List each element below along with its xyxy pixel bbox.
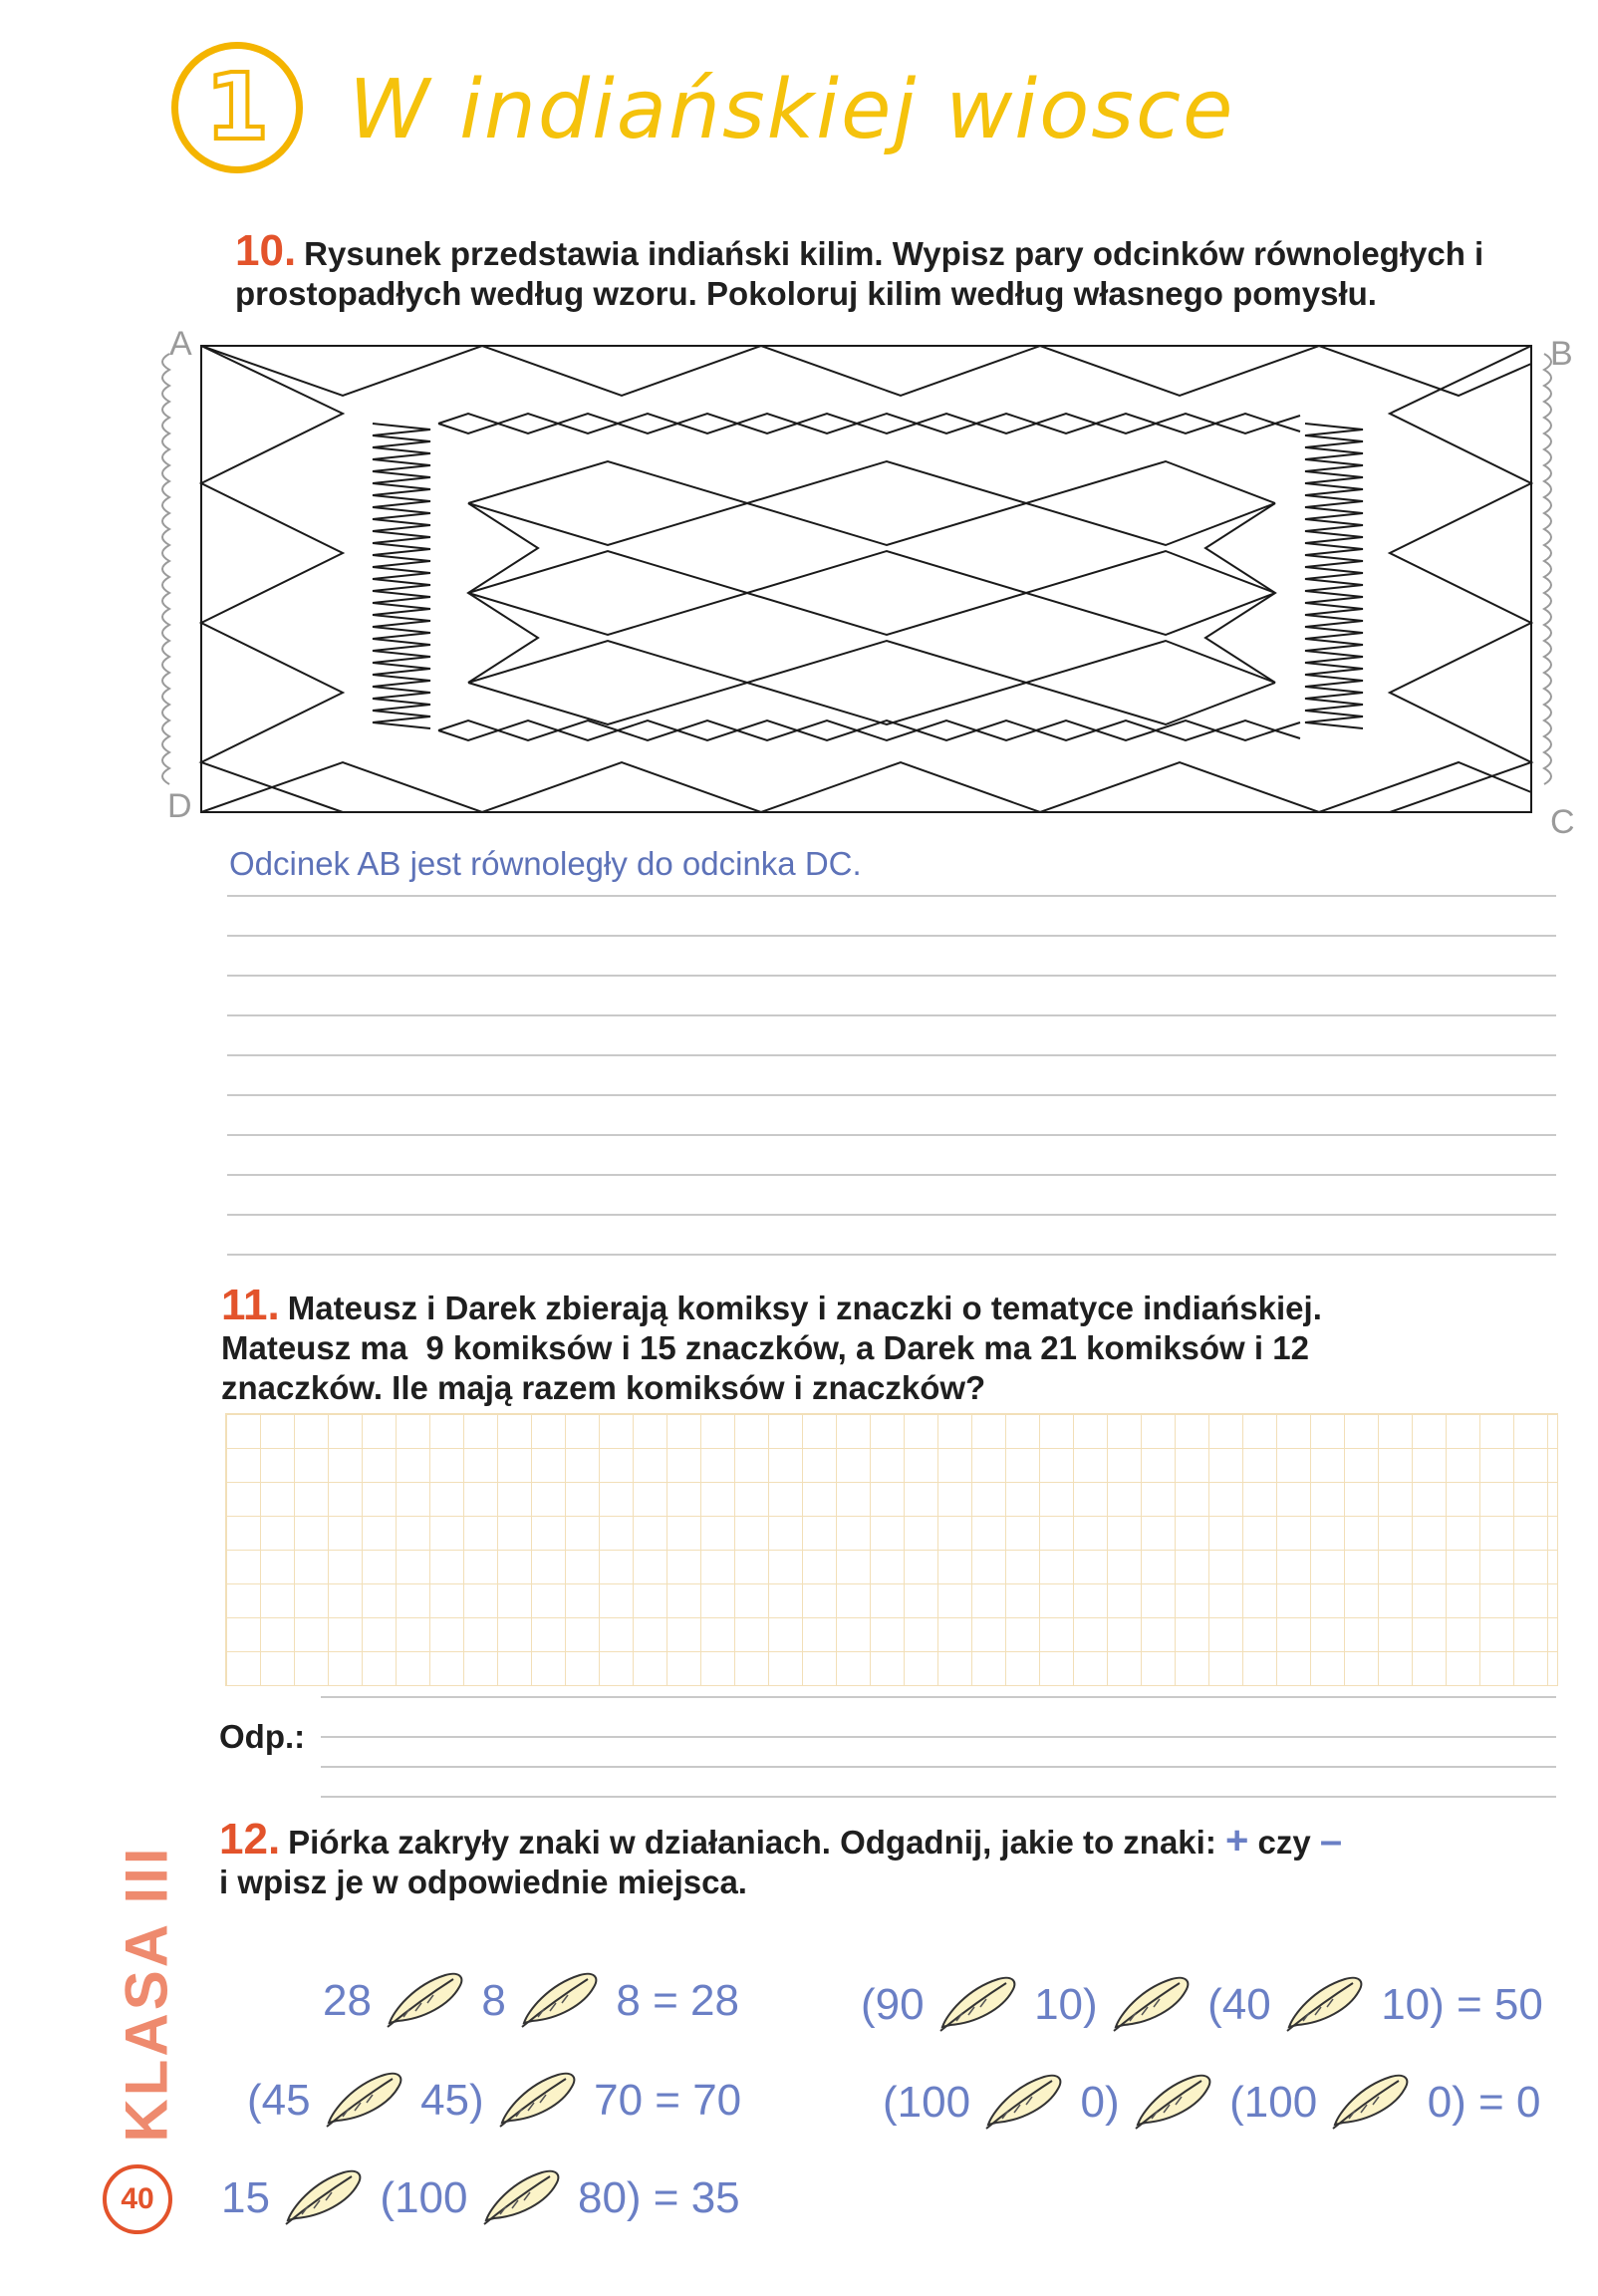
equation-term: (45 <box>247 2076 311 2125</box>
task11-text: Mateusz i Darek zbierają komiksy i znaczki o tematyce indiańskiej. <box>287 1290 1322 1326</box>
feather-icon[interactable] <box>384 1965 469 2031</box>
equation-term: (100 <box>883 2078 971 2127</box>
answer-line <box>227 1014 1556 1016</box>
feather-icon[interactable] <box>982 2067 1068 2133</box>
task11-line3: znaczków. Ile mają razem komiksów i znaczków? <box>221 1369 986 1406</box>
equation-term: 28 <box>323 1976 372 2025</box>
answer-line <box>227 895 1556 897</box>
task12-line1 <box>219 1815 1574 1864</box>
answer-line <box>227 1094 1556 1096</box>
answer-label: Odp.: <box>219 1718 306 1755</box>
equation-term: 45) <box>420 2076 484 2125</box>
equation-2 <box>247 2065 741 2131</box>
task11-line1 <box>221 1281 1566 1329</box>
plus-sign: + <box>1224 1819 1249 1863</box>
equation-5 <box>883 2067 1540 2133</box>
task10-text: Rysunek przedstawia indiański kilim. Wypisz pary odcinków równoległych i prostopadłych według wzoru. Pokoloruj kilim według własnego pomysłu. <box>235 235 1484 312</box>
equation-term: 10) <box>1034 1980 1098 2029</box>
feather-icon[interactable] <box>1110 1969 1196 2035</box>
calculation-grid[interactable] <box>225 1413 1558 1686</box>
equation-term: (40 <box>1207 1980 1271 2029</box>
feather-icon[interactable] <box>496 2065 582 2131</box>
answer-line <box>227 1254 1556 1256</box>
task11-instructions <box>221 1281 1566 1408</box>
feather-icon[interactable] <box>936 1969 1022 2035</box>
task12-number: 12. <box>219 1815 281 1864</box>
feather-icon[interactable] <box>480 2162 566 2228</box>
feather-icon[interactable] <box>323 2065 408 2131</box>
equation-term: (100 <box>380 2173 468 2222</box>
answer-line[interactable] <box>321 1696 1556 1698</box>
or-word: czy <box>1257 1824 1311 1861</box>
equation-term: 80) = 35 <box>577 2173 740 2222</box>
equation-term: 15 <box>221 2173 270 2222</box>
equation-term: 8 <box>481 1976 506 2025</box>
task11-number: 11. <box>221 1281 280 1329</box>
corner-label-a: A <box>169 325 192 363</box>
equation-term: 70 = 70 <box>594 2076 742 2125</box>
answer-line <box>227 935 1556 937</box>
task12-instructions <box>219 1815 1574 1902</box>
feather-icon[interactable] <box>518 1965 604 2031</box>
feather-icon[interactable] <box>1132 2067 1217 2133</box>
equation-term: (90 <box>861 1980 925 2029</box>
class-label-text: KLASA III <box>113 1844 180 2143</box>
corner-label-b: B <box>1550 335 1573 373</box>
feather-icon[interactable] <box>282 2162 368 2228</box>
task10-example-answer: Odcinek AB jest równoległy do odcinka DC. <box>229 845 862 882</box>
page-number: 40 <box>121 2182 154 2215</box>
answer-line <box>227 1134 1556 1136</box>
task12-text: Piórka zakryły znaki w działaniach. Odgadnij, jakie to znaki: <box>288 1824 1216 1861</box>
answer-line <box>227 1174 1556 1176</box>
answer-line[interactable] <box>321 1736 1556 1738</box>
equation-term: 0) = 0 <box>1427 2078 1541 2127</box>
chapter-title: W indiańskiej wiosce <box>349 63 1235 157</box>
equation-term: 8 = 28 <box>616 1976 739 2025</box>
feather-icon[interactable] <box>1329 2067 1415 2133</box>
equation-term: 0) <box>1080 2078 1120 2127</box>
equation-3 <box>221 2162 740 2228</box>
task10-number: 10. <box>235 226 297 275</box>
answer-line <box>227 975 1556 977</box>
answer-line[interactable] <box>321 1766 1556 1768</box>
task10-instructions <box>235 226 1560 314</box>
page-number-badge <box>103 2164 172 2234</box>
equation-1 <box>323 1965 739 2031</box>
minus-sign: – <box>1319 1819 1343 1863</box>
corner-label-c: C <box>1550 803 1575 841</box>
answer-line[interactable] <box>321 1796 1556 1798</box>
chapter-number: 1 <box>204 54 269 160</box>
equation-term: (100 <box>1229 2078 1318 2127</box>
feather-icon[interactable] <box>1283 1969 1369 2035</box>
answer-line <box>227 1054 1556 1056</box>
task12-line2: i wpisz je w odpowiednie miejsca. <box>219 1864 747 1900</box>
equation-term: 10) = 50 <box>1381 1980 1543 2029</box>
answer-line <box>227 1214 1556 1216</box>
task11-line2: Mateusz ma 9 komiksów i 15 znaczków, a Darek ma 21 komiksów i 12 <box>221 1329 1309 1366</box>
corner-label-d: D <box>167 787 192 825</box>
chapter-number-badge <box>171 42 303 173</box>
class-label <box>112 1844 181 2143</box>
equation-4 <box>861 1969 1543 2035</box>
kilim-drawing <box>139 324 1574 852</box>
